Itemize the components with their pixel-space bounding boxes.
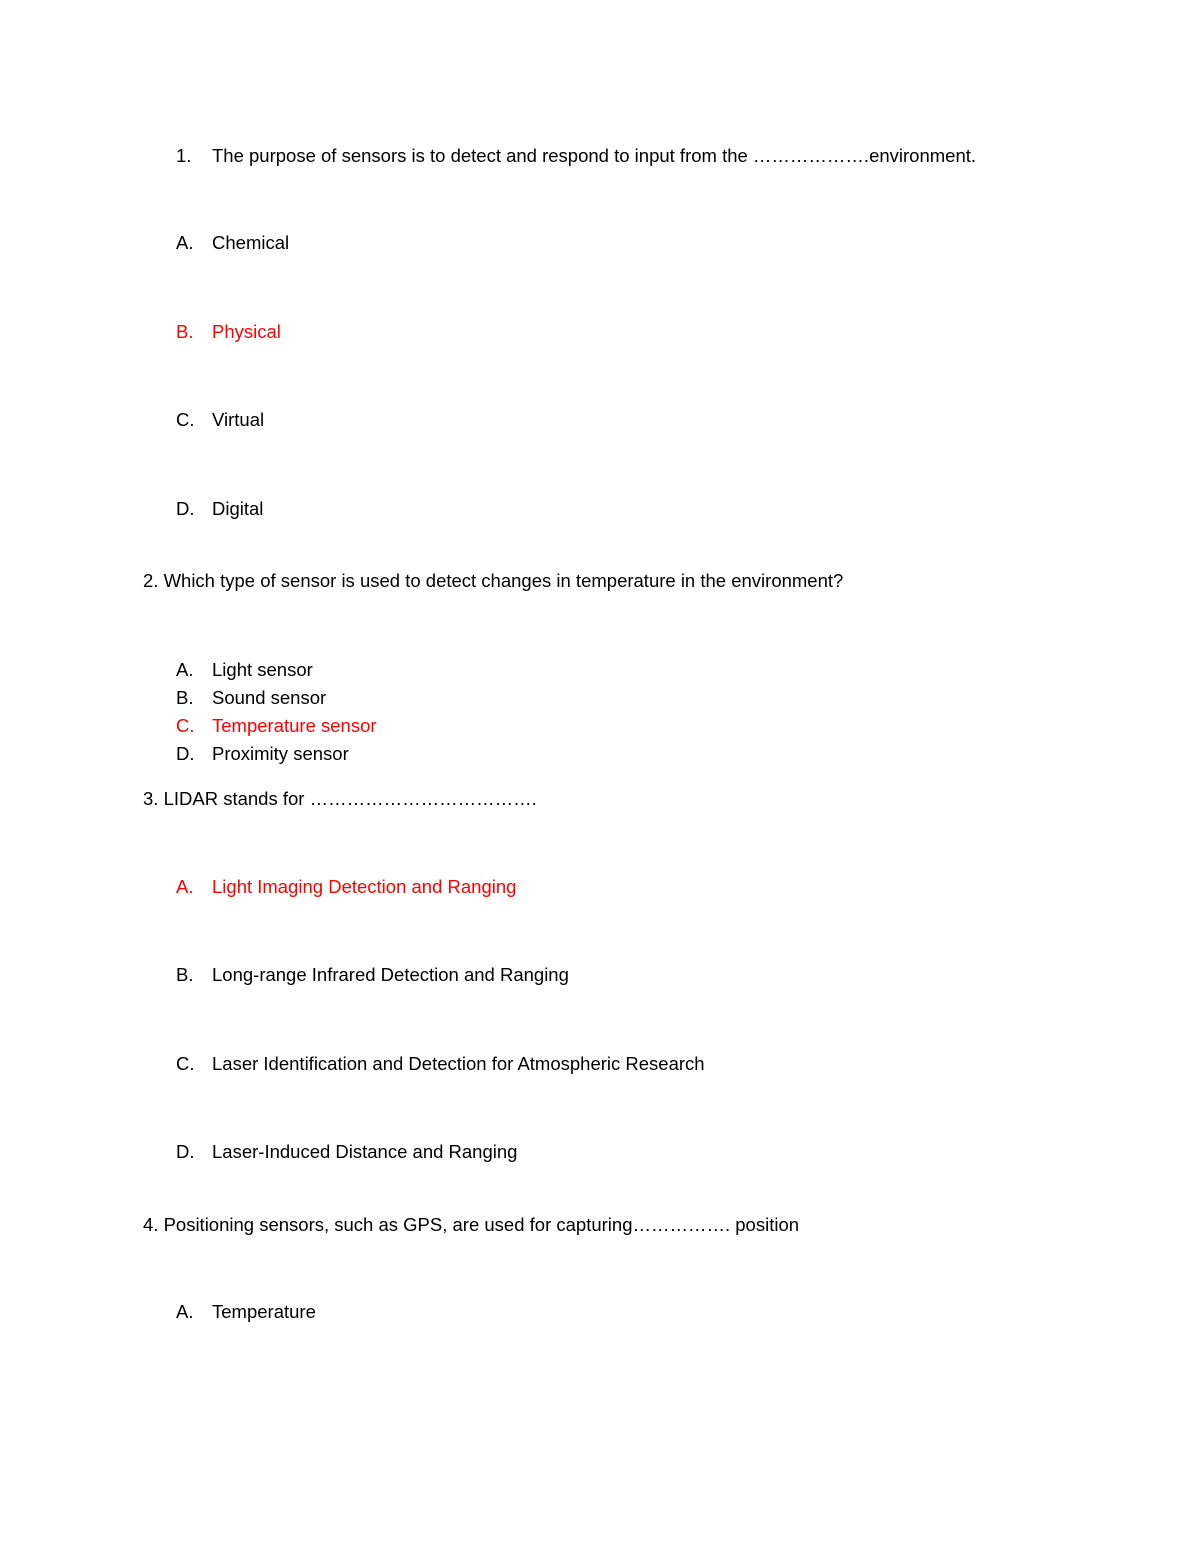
option-4a — [0, 1301, 1200, 1323]
option-text: Digital — [212, 498, 264, 519]
option-text: Light sensor — [212, 659, 313, 680]
option-letter: A. — [176, 876, 194, 897]
question-text: 4. Positioning sensors, such as GPS, are used for capturing……………. position — [143, 1214, 800, 1235]
option-text: Physical — [212, 321, 281, 342]
question-1 — [0, 145, 1200, 167]
option-text: Temperature — [212, 1301, 316, 1322]
question-text: 3. LIDAR stands for ………………………………. — [143, 788, 537, 809]
option-1c — [0, 409, 1200, 431]
option-text: Sound sensor — [212, 687, 327, 708]
option-text: Light Imaging Detection and Ranging — [212, 876, 517, 897]
question-text: 2. Which type of sensor is used to detect changes in temperature in the environment? — [143, 570, 844, 591]
option-text: Temperature sensor — [212, 715, 377, 736]
option-letter: A. — [176, 1301, 194, 1322]
question-4 — [0, 1214, 1200, 1236]
option-letter: D. — [176, 498, 195, 519]
option-letter: D. — [176, 743, 195, 764]
option-letter: C. — [176, 1053, 195, 1074]
option-2d — [0, 743, 1200, 765]
option-text: Laser-Induced Distance and Ranging — [212, 1141, 518, 1162]
question-number: 1. — [176, 145, 192, 166]
question-text: The purpose of sensors is to detect and respond to input from the ……………….environment. — [212, 145, 977, 166]
option-letter: A. — [176, 232, 194, 253]
option-letter: B. — [176, 964, 194, 985]
option-2b — [0, 687, 1200, 709]
question-3 — [0, 788, 1200, 810]
option-letter: B. — [176, 321, 194, 342]
option-2a — [0, 659, 1200, 681]
option-2c-correct-answer — [0, 715, 1200, 737]
option-letter: D. — [176, 1141, 195, 1162]
option-3c — [0, 1053, 1200, 1075]
option-text: Long-range Infrared Detection and Ranging — [212, 964, 569, 985]
option-3d — [0, 1141, 1200, 1163]
question-2 — [0, 570, 1200, 592]
option-3b — [0, 964, 1200, 986]
option-text: Laser Identification and Detection for Atmospheric Research — [212, 1053, 705, 1074]
option-text: Proximity sensor — [212, 743, 349, 764]
option-text: Chemical — [212, 232, 290, 253]
option-3a-correct-answer — [0, 876, 1200, 898]
option-1b-correct-answer — [0, 321, 1200, 343]
option-1d — [0, 498, 1200, 520]
option-1a — [0, 232, 1200, 254]
option-letter: C. — [176, 715, 195, 736]
option-text: Virtual — [212, 409, 265, 430]
option-letter: B. — [176, 687, 194, 708]
option-letter: C. — [176, 409, 195, 430]
option-letter: A. — [176, 659, 194, 680]
